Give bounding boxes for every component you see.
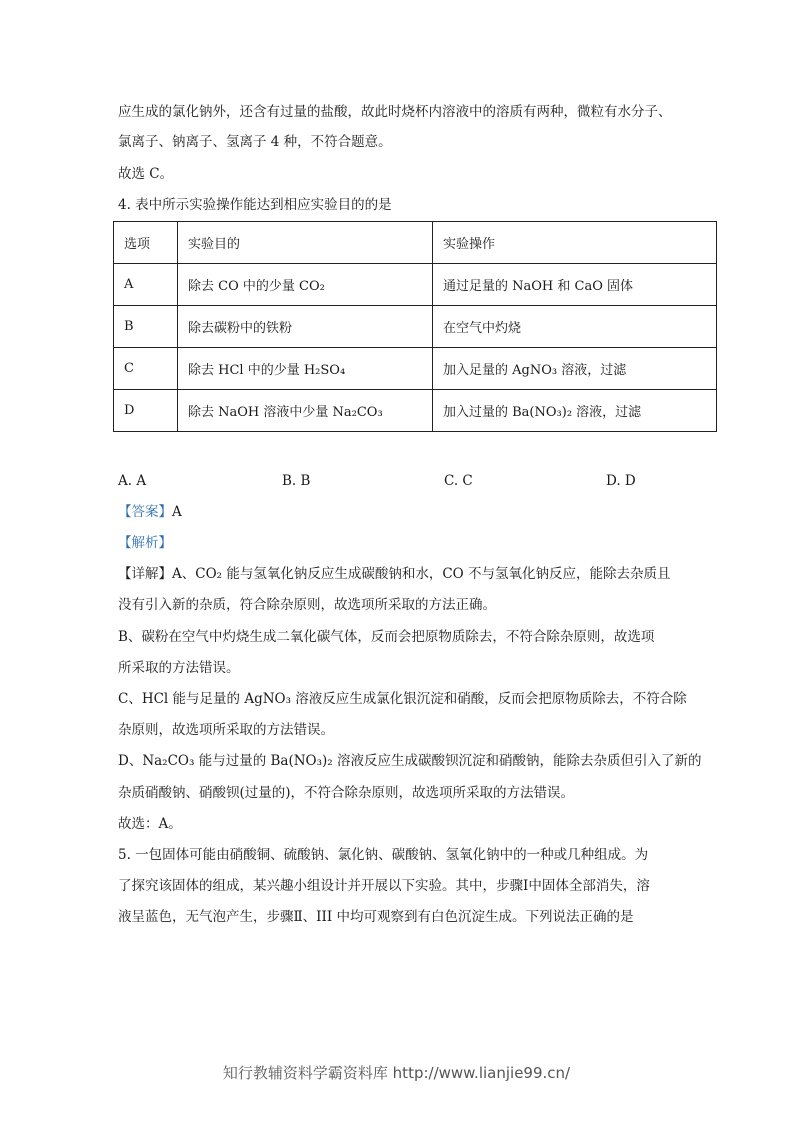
table-row <box>114 306 717 348</box>
table-header-cell: 实验操作 <box>433 222 717 264</box>
conclusion-line: 故选：A。 <box>118 816 182 832</box>
option-a: A. A <box>118 473 147 489</box>
question-5-line-3: 液呈蓝色，无气泡产生，步骤Ⅱ、III 中均可观察到有白色沉淀生成。下列说法正确的是 <box>118 909 634 925</box>
detail-label: 【详解】 <box>118 566 172 582</box>
analysis-line <box>118 533 172 553</box>
table-row <box>114 348 717 390</box>
detail-c-line-1: C、HCl 能与足量的 AgNO₃ 溶液反应生成氯化银沉淀和硝酸，反而会把原物质除去，不符合除 <box>118 691 687 707</box>
answer-line <box>118 502 182 522</box>
table-cell-option: A <box>114 264 178 306</box>
table-row <box>114 264 717 306</box>
footer-watermark: 知行教辅资料学霸资料库 http://www.lianjie99.cn/ <box>222 1064 571 1082</box>
detail-a-text-1: A、CO₂ 能与氢氧化钠反应生成碳酸钠和水，CO 不与氢氧化钠反应，能除去杂质且 <box>172 566 671 582</box>
analysis-label: 【解析】 <box>118 535 172 551</box>
table-header-cell: 选项 <box>114 222 178 264</box>
table-row <box>114 390 717 432</box>
table-cell-operation: 在空气中灼烧 <box>433 306 717 348</box>
question-4-stem: 4. 表中所示实验操作能达到相应实验目的的是 <box>118 197 392 213</box>
intro-line-1: 应生成的氯化钠外，还含有过量的盐酸，故此时烧杯内溶液中的溶质有两种，微粒有水分子、 <box>118 104 672 120</box>
detail-d-line-1: D、Na₂CO₃ 能与过量的 Ba(NO₃)₂ 溶液反应生成碳酸钡沉淀和硝酸钠，能除去杂质但引入了新的 <box>118 753 702 769</box>
detail-b-line-2: 所采取的方法错误。 <box>118 660 240 676</box>
table-cell-purpose: 除去 HCl 中的少量 H₂SO₄ <box>178 348 433 390</box>
table-cell-operation: 加入过量的 Ba(NO₃)₂ 溶液，过滤 <box>433 390 717 432</box>
table-cell-option: C <box>114 348 178 390</box>
detail-c-line-2: 杂原则，故选项所采取的方法错误。 <box>118 722 334 738</box>
table-cell-purpose: 除去碳粉中的铁粉 <box>178 306 433 348</box>
table-cell-purpose: 除去 CO 中的少量 CO₂ <box>178 264 433 306</box>
question-5-line-2: 了探究该固体的组成，某兴趣小组设计并开展以下实验。其中，步骤Ⅰ中固体全部消失，溶 <box>118 878 650 894</box>
intro-line-2: 氯离子、钠离子、氢离子 4 种，不符合题意。 <box>118 134 392 150</box>
answer-label: 【答案】 <box>118 504 172 520</box>
table-cell-purpose: 除去 NaOH 溶液中少量 Na₂CO₃ <box>178 390 433 432</box>
option-d: D. D <box>606 473 636 489</box>
answer-options <box>0 471 793 491</box>
table-header-row <box>114 222 717 264</box>
detail-d-line-2: 杂质硝酸钠、硝酸钡(过量的)，不符合除杂原则，故选项所采取的方法错误。 <box>118 785 575 801</box>
table-cell-option: B <box>114 306 178 348</box>
detail-a-line-1 <box>118 564 671 584</box>
option-b: B. B <box>282 473 311 489</box>
option-c: C. C <box>444 473 473 489</box>
detail-a-line-2: 没有引入新的杂质，符合除杂原则，故选项所采取的方法正确。 <box>118 597 496 613</box>
table-cell-option: D <box>114 390 178 432</box>
table-cell-operation: 通过足量的 NaOH 和 CaO 固体 <box>433 264 717 306</box>
table-header-cell: 实验目的 <box>178 222 433 264</box>
answer-value: A <box>172 504 182 520</box>
experiment-table <box>113 221 717 432</box>
detail-b-line-1: B、碳粉在空气中灼烧生成二氧化碳气体，反而会把原物质除去，不符合除杂原则，故选项 <box>118 629 655 645</box>
table-cell-operation: 加入足量的 AgNO₃ 溶液，过滤 <box>433 348 717 390</box>
question-5-line-1: 5. 一包固体可能由硝酸铜、硫酸钠、氯化钠、碳酸钠、氢氧化钠中的一种或几种组成。为 <box>118 847 649 863</box>
intro-line-3: 故选 C。 <box>118 166 174 182</box>
